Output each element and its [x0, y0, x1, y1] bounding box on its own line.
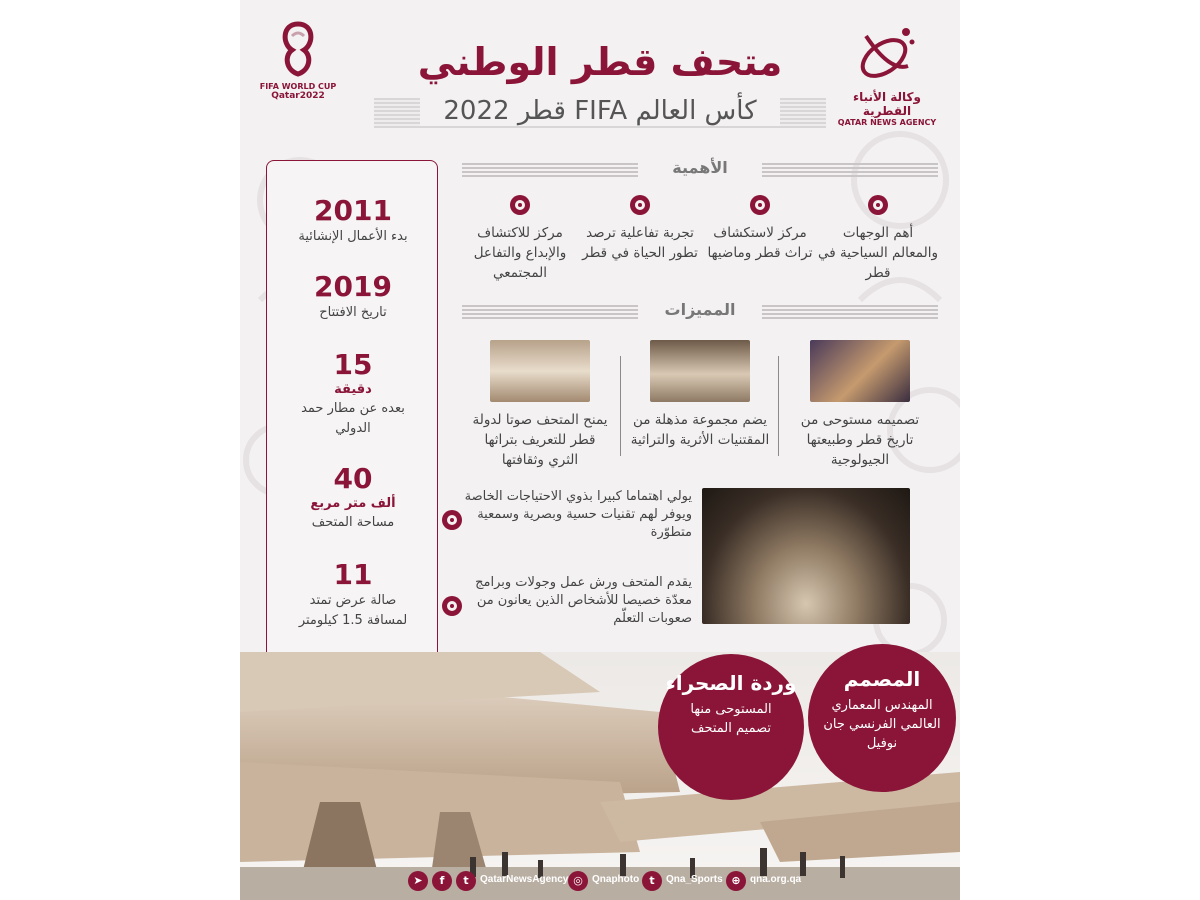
bullet-icon: [630, 195, 650, 215]
stat-label: تاريخ الافتتاح: [319, 305, 387, 320]
bullet-icon: [750, 195, 770, 215]
worldcup-emblem-icon: [278, 20, 318, 78]
worldcup-text-fifa: FIFA WORLD CUP: [259, 82, 337, 91]
feature-divider: [778, 356, 779, 456]
stat-number: 2011: [314, 194, 392, 227]
importance-heading-text: الأهمية: [672, 158, 728, 177]
twitter-sports-handle[interactable]: Qna_Sports: [666, 874, 723, 885]
feature-divider: [620, 356, 621, 456]
bullet-icon: [442, 596, 462, 616]
website-link[interactable]: qna.org.qa: [750, 874, 802, 885]
note-text: يولي اهتماما كبيرا بذوي الاحتياجات الخاصة ويوفر لهم تقنيات حسية وبصرية وسمعية متطوّرة: [464, 489, 692, 540]
worldcup-text-qatar: Qatar2022: [271, 91, 325, 101]
desert-rose-title: وردة الصحراء: [665, 671, 797, 695]
feature-photo-gallery: [810, 340, 910, 402]
importance-item-text: أهم الوجهات والمعالم السياحية في قطر: [818, 225, 938, 281]
feature-item: [790, 340, 930, 470]
designer-text: المهندس المعماري العالمي الفرنسي جان نوفيل: [823, 698, 941, 751]
stat-unit: ألف متر مربع: [310, 496, 396, 511]
stat-label: بعده عن مطار حمد الدولي: [301, 401, 405, 436]
qna-logo: [832, 22, 942, 127]
importance-item: [700, 195, 820, 263]
page-title: متحف قطر الوطني: [417, 40, 783, 84]
facebook-icon[interactable]: f: [432, 871, 452, 891]
features-heading-text: المميزات: [664, 300, 736, 319]
stat-opening: [267, 271, 439, 323]
accessibility-note: [462, 488, 692, 542]
importance-item-text: تجربة تفاعلية ترصد تطور الحياة في قطر: [582, 225, 698, 261]
feature-item: [630, 340, 770, 450]
designer-circle: [808, 644, 956, 792]
desert-rose-text: المستوحى منها تصميم المتحف: [690, 702, 772, 736]
stat-airport: [267, 349, 439, 439]
social-bar: [240, 870, 960, 894]
heading-lines-right: [762, 305, 938, 319]
desert-rose-circle: [658, 654, 804, 800]
qna-arabic-name: وكالة الأنباء القطرية: [853, 90, 921, 118]
importance-item: [460, 195, 580, 283]
telegram-icon[interactable]: ➤: [408, 871, 428, 891]
bullet-icon: [868, 195, 888, 215]
heading-lines-left: [462, 305, 638, 319]
qna-logo-icon: [854, 22, 920, 86]
stat-number: 11: [333, 558, 373, 591]
stat-area: [267, 463, 439, 533]
museum-hall-photo: [702, 488, 910, 624]
importance-item-text: مركز للاكتشاف والإبداع والتفاعل المجتمعي: [473, 225, 567, 281]
bullet-icon: [510, 195, 530, 215]
qna-english-name: QATAR NEWS AGENCY: [837, 118, 937, 127]
features-heading: [462, 302, 938, 322]
stat-galleries: [267, 559, 439, 631]
designer-title: المصمم: [843, 667, 921, 691]
instagram-handle[interactable]: Qnaphoto: [592, 874, 640, 885]
stat-number: 40: [333, 462, 373, 495]
twitter-icon[interactable]: t: [456, 871, 476, 891]
worldcup-logo: [258, 20, 338, 101]
bullet-icon: [442, 510, 462, 530]
stats-panel: [266, 160, 438, 660]
importance-item-text: مركز لاستكشاف تراث قطر وماضيها: [707, 225, 813, 261]
stat-construction: [267, 195, 439, 247]
stat-label: مساحة المتحف: [311, 515, 395, 530]
infographic-poster: [240, 0, 960, 900]
stat-unit: دقيقة: [334, 382, 372, 397]
learning-note: [462, 574, 692, 628]
feature-item: [470, 340, 610, 470]
heading-lines-right: [762, 163, 938, 177]
stat-label: صالة عرض تمتد لمسافة 1.5 كيلومتر: [298, 593, 408, 628]
stat-number: 2019: [314, 270, 392, 303]
note-text: يقدم المتحف ورش عمل وجولات وبرامج معدّة خصيصا للأشخاص الذين يعانون من صعوبات التعلّم: [475, 575, 692, 626]
feature-item-text: يمنح المتحف صوتا لدولة قطر للتعريف بتراثها الثري وثقافتها: [472, 412, 608, 468]
stat-number: 15: [333, 348, 373, 381]
importance-item: [580, 195, 700, 263]
heading-lines-left: [462, 163, 638, 177]
feature-item-text: تصميمه مستوحى من تاريخ قطر وطبيعتها الجيولوجية: [800, 412, 920, 468]
page-subtitle: كأس العالم FIFA قطر 2022: [420, 96, 780, 126]
instagram-icon[interactable]: ◎: [568, 871, 588, 891]
twitter-sports-icon[interactable]: t: [642, 871, 662, 891]
feature-photo-collection: [650, 340, 750, 402]
feature-item-text: يضم مجموعة مذهلة من المقتنيات الأثرية والتراثية: [630, 412, 770, 448]
main-handle[interactable]: QatarNewsAgency: [480, 874, 569, 885]
importance-heading: [462, 160, 938, 180]
stat-label: بدء الأعمال الإنشائية: [298, 229, 408, 244]
feature-photo-exhibit: [490, 340, 590, 402]
importance-item: [818, 195, 938, 283]
web-icon[interactable]: ⊕: [726, 871, 746, 891]
